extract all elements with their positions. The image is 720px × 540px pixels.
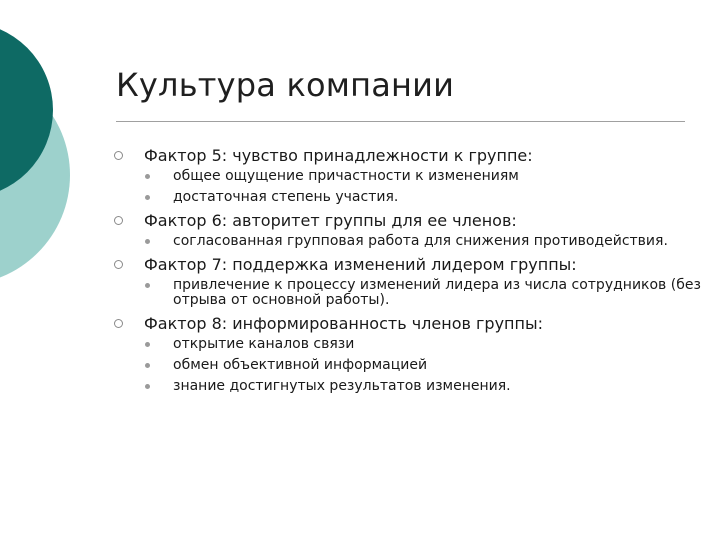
factor-items — [112, 337, 702, 394]
dot-bullet-icon — [145, 363, 150, 368]
decorative-circles — [0, 0, 90, 300]
factor-heading-text: Фактор 5: чувство принадлежности к группе: — [144, 146, 533, 165]
list-item-text: согласованная групповая работа для снижения противодействия. — [173, 233, 668, 249]
title-divider — [116, 121, 685, 122]
ring-bullet-icon — [114, 319, 123, 328]
list-item — [112, 358, 702, 373]
factor-6 — [112, 211, 702, 249]
factor-heading — [112, 314, 702, 333]
factor-items — [112, 169, 702, 205]
dot-bullet-icon — [145, 342, 150, 347]
list-item — [112, 169, 702, 184]
dot-bullet-icon — [145, 283, 150, 288]
dot-bullet-icon — [145, 384, 150, 389]
factor-items — [112, 234, 702, 249]
ring-bullet-icon — [114, 260, 123, 269]
list-item-text: открытие каналов связи — [173, 336, 355, 352]
ring-bullet-icon — [114, 216, 123, 225]
factor-heading — [112, 255, 702, 274]
factor-heading-text: Фактор 8: информированность членов группы: — [144, 314, 543, 333]
list-item — [112, 337, 702, 352]
factor-5 — [112, 146, 702, 205]
list-item-text: привлечение к процессу изменений лидера из числа сотрудников (без отрыва от основной работы). — [173, 277, 701, 308]
ring-bullet-icon — [114, 151, 123, 160]
list-item-text: достаточная степень участия. — [173, 189, 399, 205]
factor-heading — [112, 211, 702, 230]
slide-title: Культура компании — [116, 66, 455, 104]
slide-content — [112, 146, 702, 400]
factor-heading-text: Фактор 7: поддержка изменений лидером группы: — [144, 255, 577, 274]
list-item-text: обмен объективной информацией — [173, 357, 428, 373]
list-item — [112, 278, 702, 308]
factor-7 — [112, 255, 702, 308]
factor-items — [112, 278, 702, 308]
list-item-text: знание достигнутых результатов изменения. — [173, 378, 511, 394]
dot-bullet-icon — [145, 174, 150, 179]
list-item-text: общее ощущение причастности к изменениям — [173, 168, 519, 184]
factor-heading — [112, 146, 702, 165]
dot-bullet-icon — [145, 195, 150, 200]
dot-bullet-icon — [145, 239, 150, 244]
factor-heading-text: Фактор 6: авторитет группы для ее членов: — [144, 211, 517, 230]
list-item — [112, 379, 702, 394]
list-item — [112, 234, 702, 249]
list-item — [112, 190, 702, 205]
factor-8 — [112, 314, 702, 394]
